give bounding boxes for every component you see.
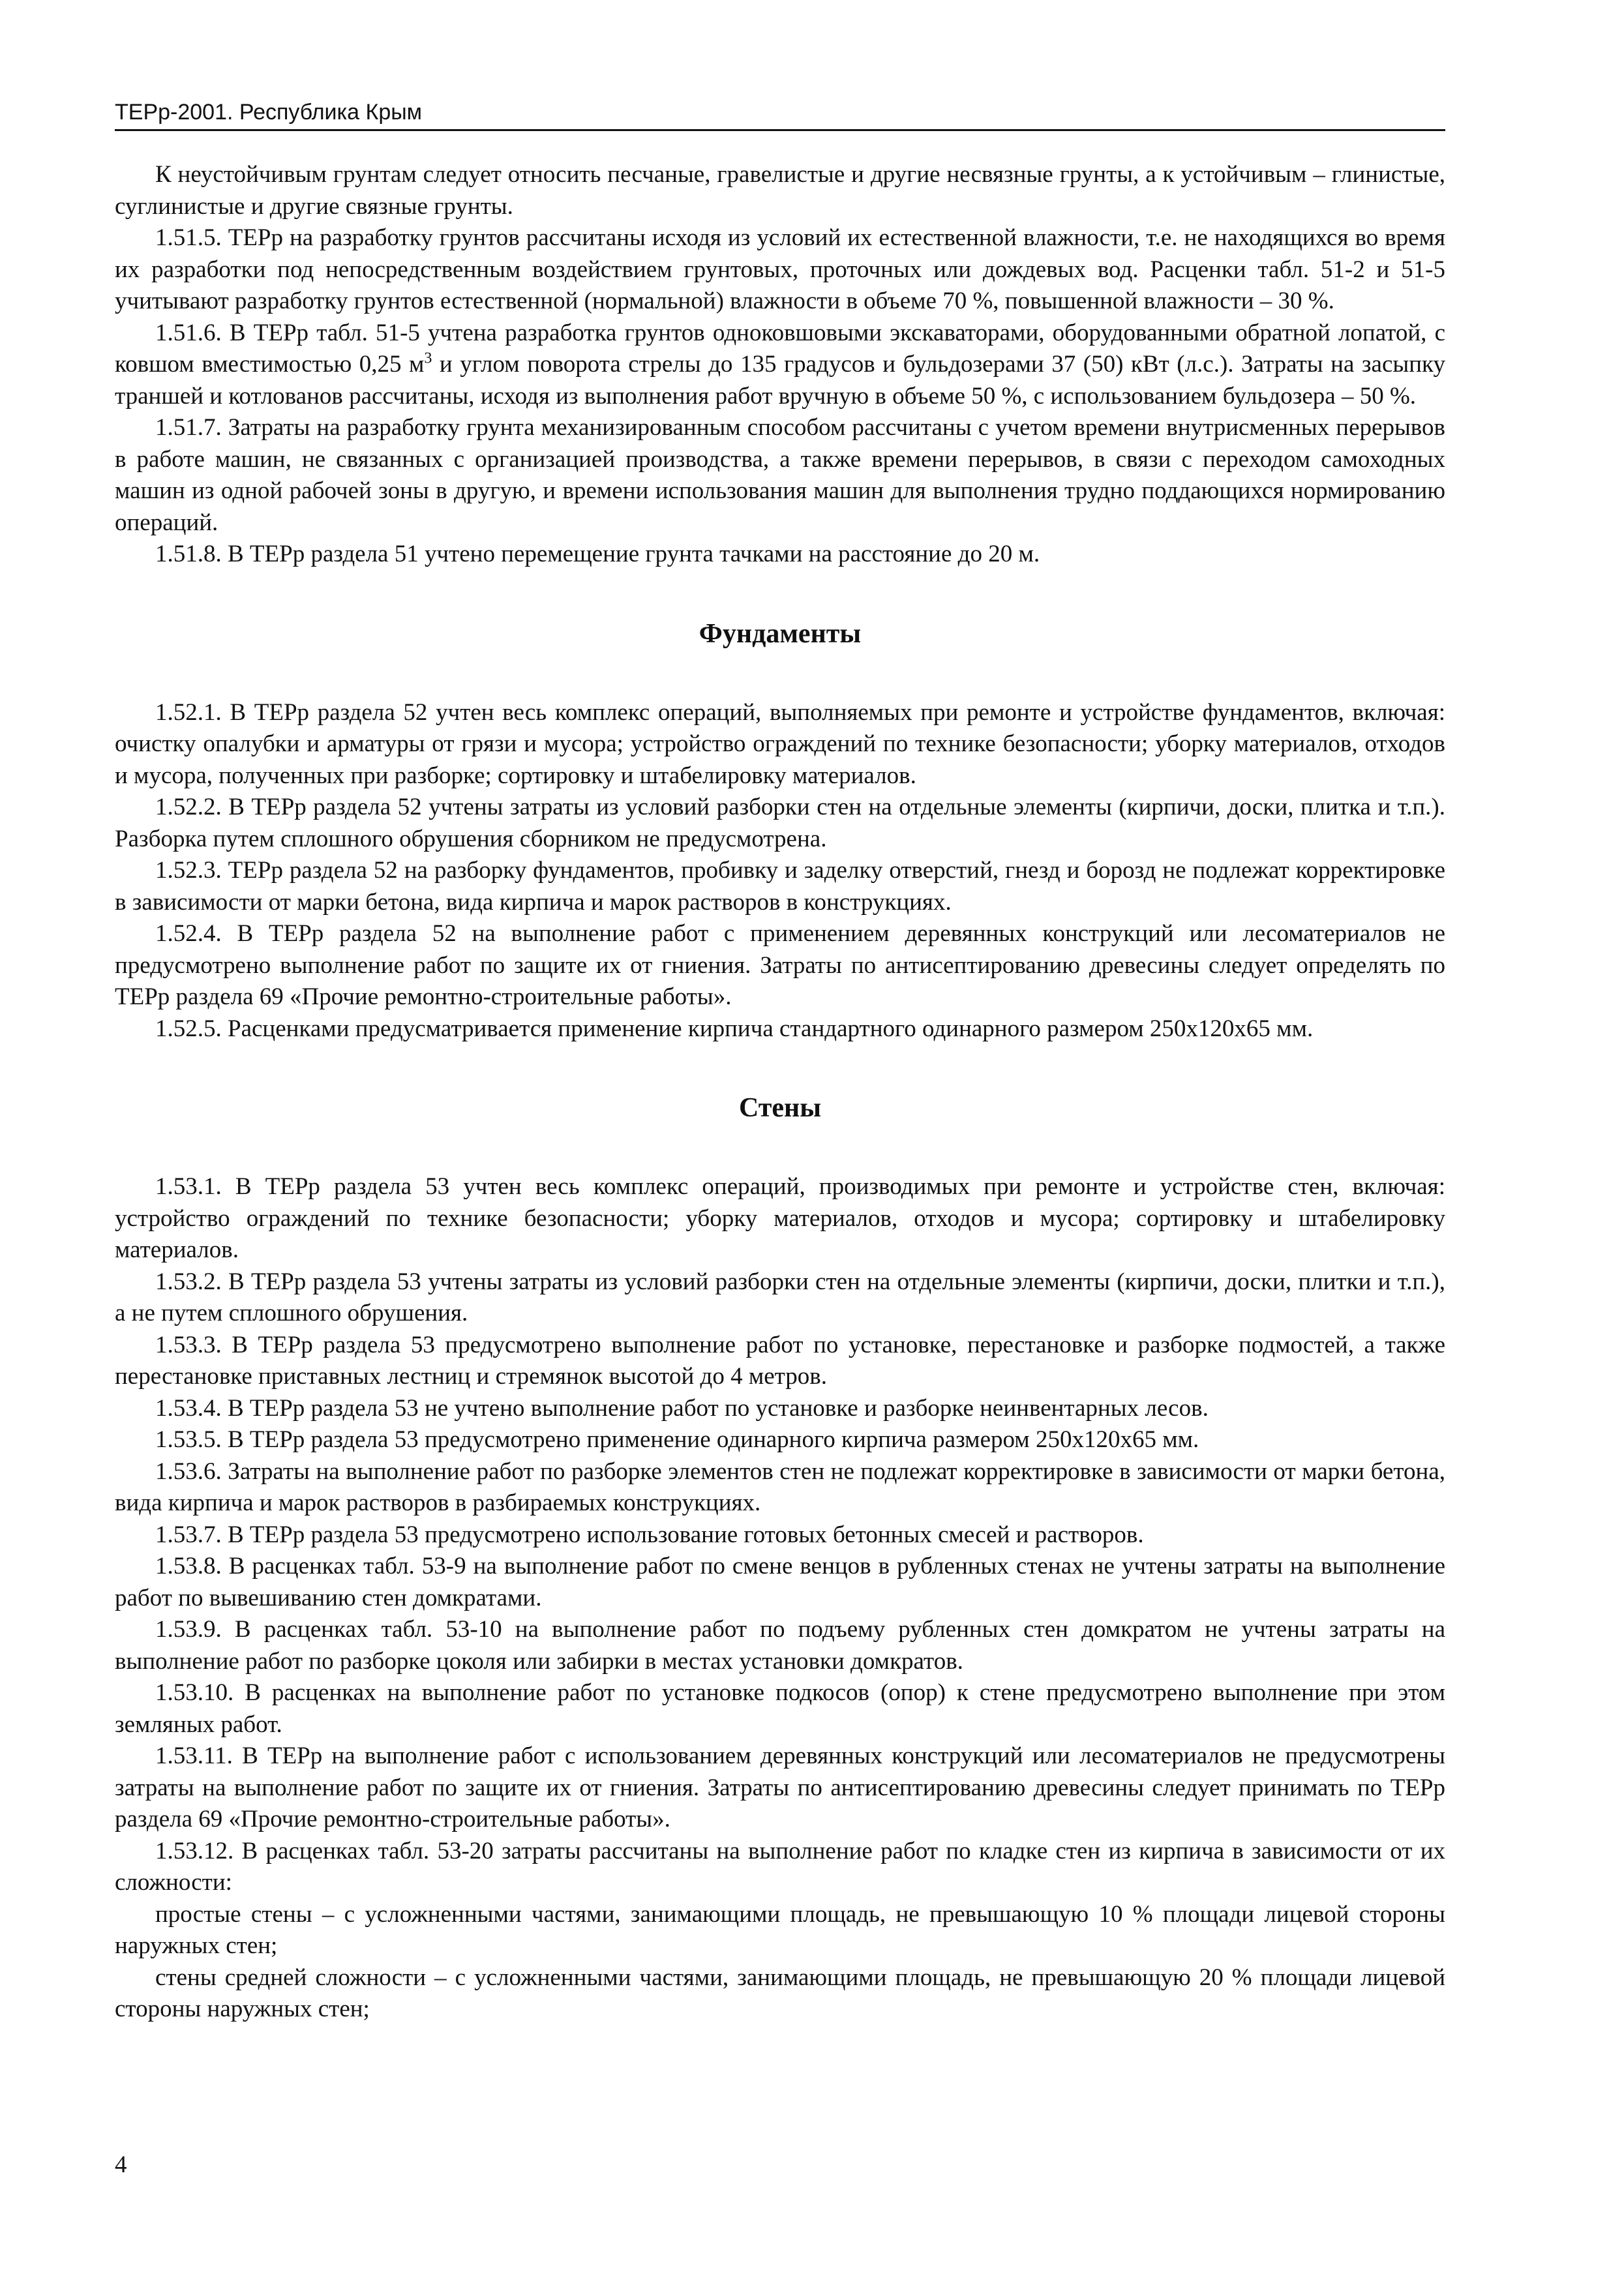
paragraph-1-51-7: 1.51.7. Затраты на разработку грунта механизированным способом рассчитаны с учетом времени внутрисменных перерывов в работе машин, не связанных с организацией производства, а также времени перерывов, в связи с переходом самоходных машин из одной рабочей зоны в другую, и времени использования машин для выполнения трудно поддающихся нормированию операций. bbox=[115, 414, 1445, 536]
paragraph-1-51-5: 1.51.5. ТЕРр на разработку грунтов рассчитаны исходя из условий их естественной влажности, т.е. не находящихся во время их разработки под непосредственным воздействием грунтовых, проточных или дождевых вод. Расценки табл. 51-2 и 51-5 учитывают разработку грунтов естественной (нормальной) влажности в объеме 70 %, повышенной влажности – 30 %. bbox=[115, 224, 1445, 314]
paragraph-1-51-6-text-b: и углом поворота стрелы до 135 градусов и бульдозерами 37 (50) кВт (л.с.). Затраты на засыпку траншей и котлованов рассчитаны, исходя из выполнения работ вручную в объеме 50 %, с использованием бульдозера – 50 %. bbox=[115, 351, 1445, 410]
paragraph-1-53-1: 1.53.1. В ТЕРр раздела 53 учтен весь комплекс операций, производимых при ремонте и устройстве стен, включая: устройство ограждений по технике безопасности; уборку материалов, отходов и мусора; сортировку и штабелировку материалов. bbox=[115, 1173, 1445, 1263]
paragraph-1-53-7: 1.53.7. В ТЕРр раздела 53 предусмотрено использование готовых бетонных смесей и растворов. bbox=[155, 1521, 1144, 1548]
section-heading-walls: Стены bbox=[738, 1093, 822, 1123]
paragraph-1-53-3: 1.53.3. В ТЕРр раздела 53 предусмотрено выполнение работ по установке, перестановке и разборке подмостей, а также перестановке приставных лестниц и стремянок высотой до 4 метров. bbox=[115, 1331, 1445, 1390]
paragraph-1-53-8: 1.53.8. В расценках табл. 53-9 на выполнение работ по смене венцов в рубленных стенах не учтены затраты на выполнение работ по вывешиванию стен домкратами. bbox=[115, 1553, 1445, 1611]
paragraph-1-52-1: 1.52.1. В ТЕРр раздела 52 учтен весь комплекс операций, выполняемых при ремонте и устройстве фундаментов, включая: очистку опалубки и арматуры от грязи и мусора; устройство ограждений по технике безопасности; уборку материалов, отходов и мусора, полученных при разборке; сортировку и штабелировку материалов. bbox=[115, 698, 1445, 789]
paragraph-intro-unstable-soils: К неустойчивым грунтам следует относить песчаные, гравелистые и другие несвязные грунты, а к устойчивым – глинистые, суглинистые и другие связные грунты. bbox=[115, 161, 1445, 220]
paragraph-1-53-10: 1.53.10. В расценках на выполнение работ по установке подкосов (опор) к стене предусмотрено выполнение при этом земляных работ. bbox=[115, 1679, 1445, 1738]
paragraph-1-53-9: 1.53.9. В расценках табл. 53-10 на выполнение работ по подъему рубленных стен домкратом не учтены затраты на выполнение работ по разборке цоколя или забирки в местах установки домкратов. bbox=[115, 1616, 1445, 1675]
paragraph-1-53-12: 1.53.12. В расценках табл. 53-20 затраты рассчитаны на выполнение работ по кладке стен из кирпича в зависимости от их сложности: bbox=[115, 1837, 1445, 1896]
paragraph-1-51-6-text-a: 1.51.6. В ТЕРр табл. 51-5 учтена разработка грунтов одноковшовыми экскаваторами, оборудованными обратной лопатой, с ковшом вместимостью 0,25 м bbox=[115, 319, 1445, 378]
paragraph-1-53-2: 1.53.2. В ТЕРр раздела 53 учтены затраты из условий разборки стен на отдельные элементы (кирпичи, доски, плитки и т.п.), а не путем сплошного обрушения. bbox=[115, 1268, 1445, 1326]
paragraph-1-53-5: 1.53.5. В ТЕРр раздела 53 предусмотрено применение одинарного кирпича размером 250х120х65 мм. bbox=[155, 1426, 1199, 1453]
running-header: ТЕРр-2001. Республика Крым bbox=[115, 98, 1445, 131]
paragraph-1-53-11: 1.53.11. В ТЕРр на выполнение работ с использованием деревянных конструкций или лесоматериалов не предусмотрены затраты на выполнение работ по защите их от гниения. Затраты по антисептированию древесины следует принимать по ТЕРр раздела 69 «Прочие ремонтно-строительные работы». bbox=[115, 1743, 1445, 1833]
paragraph-1-51-6 bbox=[115, 318, 1445, 413]
list-item-medium-walls: стены средней сложности – с усложненными частями, занимающими площадь, не превышающую 20 % площади лицевой стороны наружных стен; bbox=[115, 1964, 1445, 2022]
list-item-simple-walls: простые стены – с усложненными частями, занимающими площадь, не превышающую 10 % площади лицевой стороны наружных стен; bbox=[115, 1900, 1445, 1959]
page-number: 4 bbox=[115, 2151, 127, 2178]
paragraph-1-53-4: 1.53.4. В ТЕРр раздела 53 не учтено выполнение работ по установке и разборке неинвентарных лесов. bbox=[155, 1394, 1209, 1422]
paragraph-1-52-5: 1.52.5. Расценками предусматривается применение кирпича стандартного одинарного размером 250х120х65 мм. bbox=[155, 1015, 1314, 1042]
paragraph-1-53-6: 1.53.6. Затраты на выполнение работ по разборке элементов стен не подлежат корректировке в зависимости от марки бетона, вида кирпича и марок растворов в разбираемых конструкциях. bbox=[115, 1458, 1445, 1516]
paragraph-1-52-3: 1.52.3. ТЕРр раздела 52 на разборку фундаментов, пробивку и заделку отверстий, гнезд и борозд не подлежат корректировке в зависимости от марки бетона, вида кирпича и марок растворов в конструкциях. bbox=[115, 857, 1445, 916]
paragraph-1-52-2: 1.52.2. В ТЕРр раздела 52 учтены затраты из условий разборки стен на отдельные элементы (кирпичи, доски, плитка и т.п.). Разборка путем сплошного обрушения сборником не предусмотрена. bbox=[115, 794, 1445, 852]
paragraph-1-51-8: 1.51.8. В ТЕРр раздела 51 учтено перемещение грунта тачками на расстояние до 20 м. bbox=[155, 541, 1040, 567]
section-heading-foundations: Фундаменты bbox=[699, 618, 862, 649]
document-body bbox=[115, 159, 1445, 2026]
paragraph-1-52-4: 1.52.4. В ТЕРр раздела 52 на выполнение работ с применением деревянных конструкций или лесоматериалов не предусмотрено выполнение работ по защите их от гниения. Затраты по антисептированию древесины следует определять по ТЕРр раздела 69 «Прочие ремонтно-строительные работы». bbox=[115, 920, 1445, 1010]
cubic-superscript: 3 bbox=[424, 350, 432, 367]
